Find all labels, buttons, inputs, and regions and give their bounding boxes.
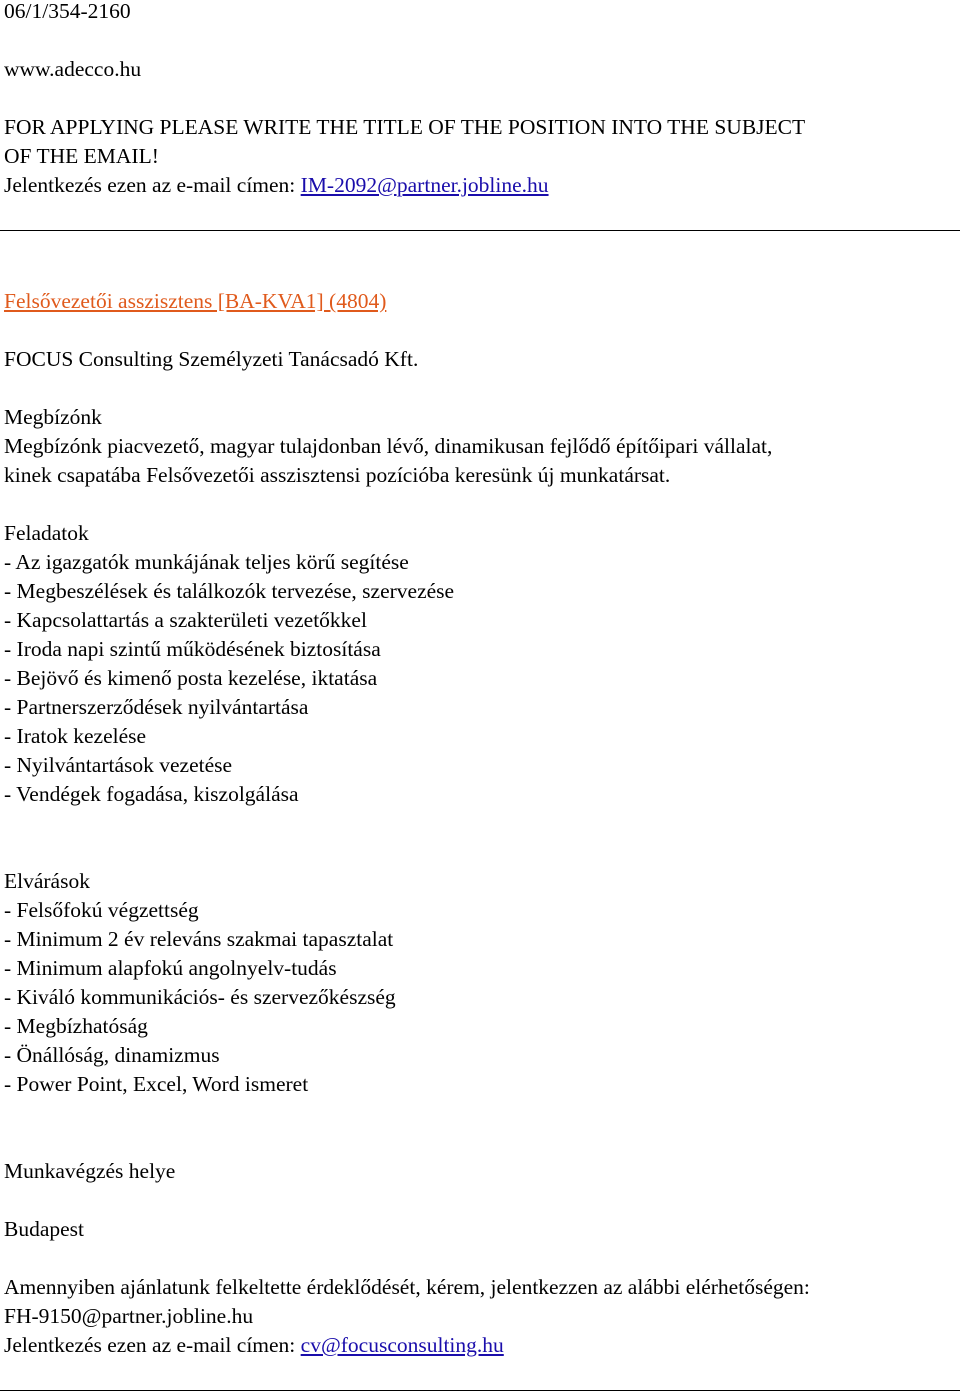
contact-email-link[interactable]: cv@focusconsulting.hu bbox=[300, 1333, 504, 1357]
contact-email-row bbox=[4, 1331, 956, 1360]
apply-note-line2: OF THE EMAIL! bbox=[4, 144, 159, 168]
company-name: FOCUS Consulting Személyzeti Tanácsadó Kft. bbox=[4, 347, 419, 371]
list-item: - Vendégek fogadása, kiszolgálása bbox=[4, 782, 299, 806]
tasks-list bbox=[4, 548, 956, 809]
list-item: - Minimum alapfokú angolnyelv-tudás bbox=[4, 956, 337, 980]
list-item: - Kapcsolattartás a szakterületi vezetőkkel bbox=[4, 608, 367, 632]
list-item: - Megbízhatóság bbox=[4, 1014, 148, 1038]
apply-email-row bbox=[4, 171, 956, 200]
list-item: - Megbeszélések és találkozók tervezése, szervezése bbox=[4, 579, 455, 603]
divider-bottom bbox=[0, 1390, 960, 1391]
apply-email-label: Jelentkezés ezen az e-mail címen: bbox=[4, 173, 301, 197]
apply-note-line1: FOR APPLYING PLEASE WRITE THE TITLE OF THE POSITION INTO THE SUBJECT bbox=[4, 115, 806, 139]
job-posting bbox=[4, 0, 956, 1360]
list-item: - Iratok kezelése bbox=[4, 724, 147, 748]
contact-email-label: Jelentkezés ezen az e-mail címen: bbox=[4, 1333, 301, 1357]
list-item: - Az igazgatók munkájának teljes körű segítése bbox=[4, 550, 409, 574]
client-heading: Megbízónk bbox=[4, 405, 102, 429]
divider-top bbox=[0, 230, 960, 231]
location-value: Budapest bbox=[4, 1217, 85, 1241]
contact-line: Amennyiben ajánlatunk felkeltette érdeklődését, kérem, jelentkezzen az alábbi elérhetőségen: bbox=[4, 1275, 810, 1299]
phone-number: 06/1/354-2160 bbox=[4, 0, 131, 23]
tasks-heading: Feladatok bbox=[4, 521, 89, 545]
list-item: - Felsőfokú végzettség bbox=[4, 898, 199, 922]
list-item: - Önállóság, dinamizmus bbox=[4, 1043, 220, 1067]
list-item: - Partnerszerződések nyilvántartása bbox=[4, 695, 309, 719]
location-heading: Munkavégzés helye bbox=[4, 1159, 176, 1183]
requirements-heading: Elvárások bbox=[4, 869, 90, 893]
website-text: www.adecco.hu bbox=[4, 57, 142, 81]
client-description-line2: kinek csapatába Felsővezetői asszisztensi pozícióba keresünk új munkatársat. bbox=[4, 463, 671, 487]
job-title-link[interactable]: Felsővezetői asszisztens [BA-KVA1] (4804) bbox=[4, 289, 387, 313]
list-item: - Iroda napi szintű működésének biztosítása bbox=[4, 637, 381, 661]
list-item: - Nyilvántartások vezetése bbox=[4, 753, 233, 777]
apply-email-link[interactable]: IM-2092@partner.jobline.hu bbox=[300, 173, 549, 197]
list-item: - Minimum 2 év releváns szakmai tapasztalat bbox=[4, 927, 394, 951]
requirements-list bbox=[4, 896, 956, 1099]
list-item: - Bejövő és kimenő posta kezelése, iktatása bbox=[4, 666, 378, 690]
list-item: - Power Point, Excel, Word ismeret bbox=[4, 1072, 309, 1096]
list-item: - Kiváló kommunikációs- és szervezőkészség bbox=[4, 985, 396, 1009]
client-description-line1: Megbízónk piacvezető, magyar tulajdonban lévő, dinamikusan fejlődő építőipari vállalat, bbox=[4, 434, 773, 458]
contact-code: FH-9150@partner.jobline.hu bbox=[4, 1304, 254, 1328]
